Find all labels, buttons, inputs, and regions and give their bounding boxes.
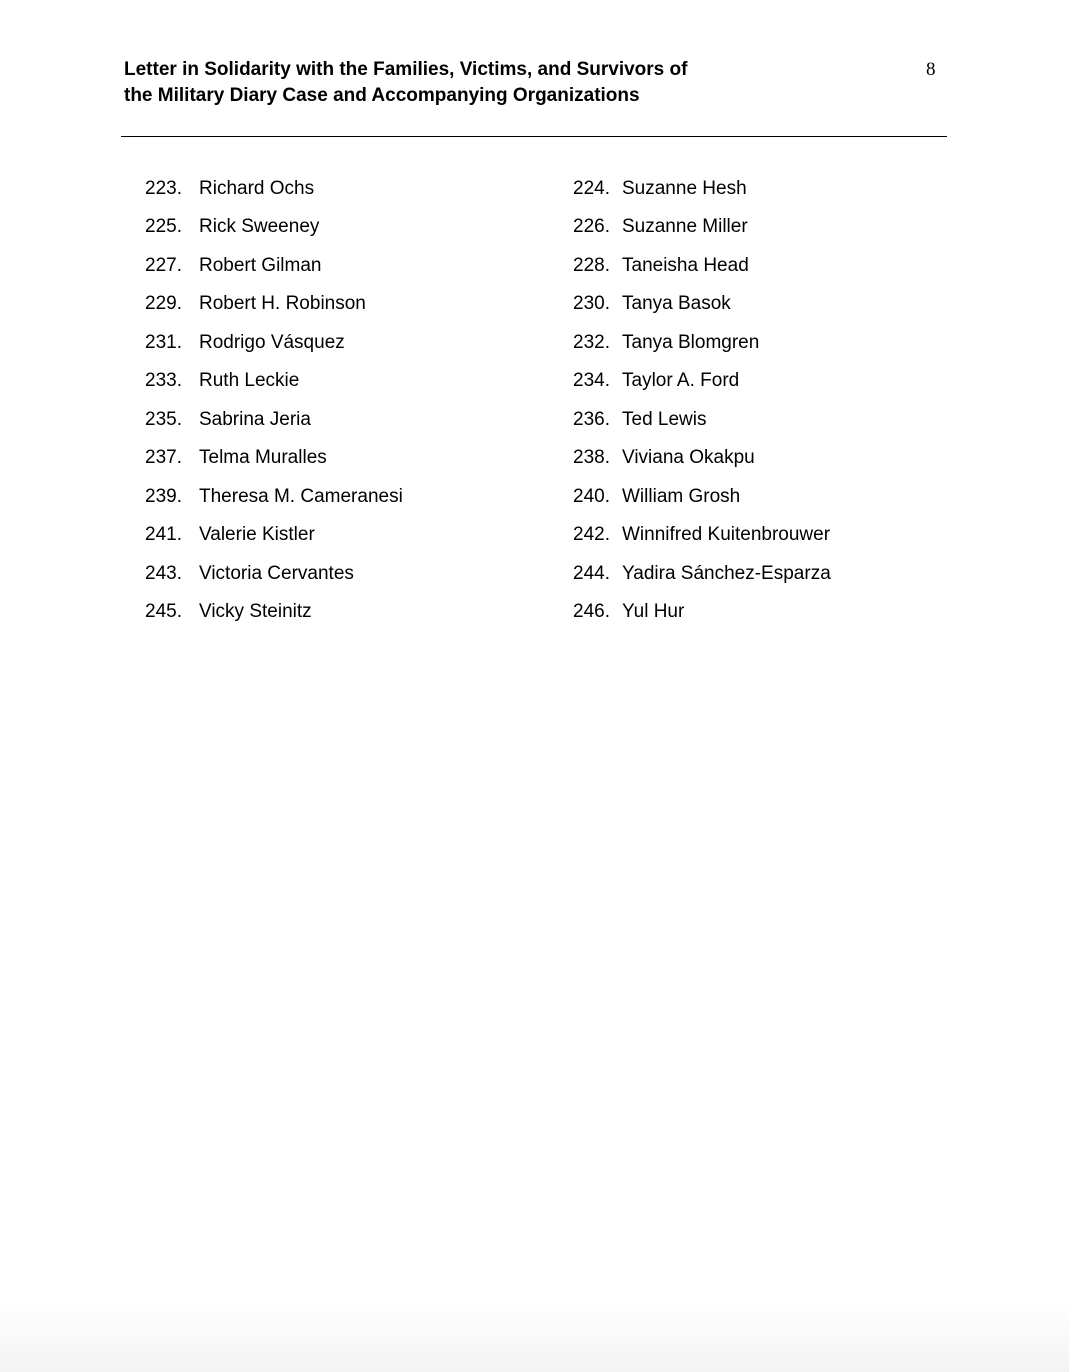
- signatory-number: 235.: [145, 408, 182, 430]
- signatory-name: Winnifred Kuitenbrouwer: [622, 524, 831, 546]
- signatory-item: [573, 404, 707, 436]
- signatory-number: 224.: [573, 178, 610, 199]
- signatory-name: Valerie Kistler: [199, 524, 315, 546]
- signatory-item: [145, 558, 354, 590]
- signatory-name: Robert Gilman: [199, 254, 322, 276]
- signatory-number: 226.: [573, 216, 610, 238]
- signatory-item: [145, 442, 327, 474]
- signatory-item: [145, 365, 299, 397]
- signatory-name: William Grosh: [622, 485, 741, 507]
- document-header-title: [124, 57, 764, 109]
- signatory-name: Yul Hur: [622, 600, 685, 622]
- signatory-name: Suzanne Miller: [622, 216, 748, 238]
- signatory-name: Tanya Blomgren: [622, 331, 760, 353]
- signatory-name: Ruth Leckie: [199, 370, 300, 392]
- signatory-number: 240.: [573, 485, 610, 507]
- signatory-number: 236.: [573, 408, 610, 430]
- header-title-line-1: Letter in Solidarity with the Families, Victims, and Survivors of: [124, 59, 688, 80]
- signatory-number: 229.: [145, 293, 182, 315]
- signatory-item: [145, 327, 345, 359]
- signatory-number: 234.: [573, 370, 610, 392]
- signatory-number: 227.: [145, 254, 182, 276]
- signatory-item: [145, 596, 312, 628]
- signatory-item: [573, 481, 740, 513]
- signatory-item: [145, 519, 315, 551]
- signatory-name: Vicky Steinitz: [199, 600, 312, 622]
- signatory-item: [573, 327, 759, 359]
- signatory-item: [573, 288, 731, 320]
- signatory-item: [573, 211, 748, 243]
- signatory-item: [145, 404, 311, 436]
- signatory-item: [573, 173, 747, 205]
- signatory-item: [573, 365, 739, 397]
- signatory-item: [573, 596, 684, 628]
- signatory-item: [145, 288, 366, 320]
- signatory-number: 243.: [145, 562, 182, 584]
- signatory-name: Theresa M. Cameranesi: [199, 485, 403, 507]
- signatory-name: Yadira Sánchez-Esparza: [622, 562, 831, 584]
- signatory-name: Suzanne Hesh: [622, 178, 747, 199]
- signatory-number: 239.: [145, 485, 182, 507]
- signatory-number: 244.: [573, 562, 610, 584]
- signatory-name: Sabrina Jeria: [199, 408, 311, 430]
- signatory-number: 230.: [573, 293, 610, 315]
- signatory-name: Ted Lewis: [622, 408, 707, 430]
- signatory-name: Taneisha Head: [622, 254, 749, 276]
- signatory-item: [145, 250, 322, 282]
- signatory-number: 246.: [573, 600, 610, 622]
- signatory-item: [145, 211, 319, 243]
- header-divider: [121, 136, 947, 137]
- signatory-item: [573, 519, 830, 551]
- signatory-number: 228.: [573, 254, 610, 276]
- signatory-number: 233.: [145, 370, 182, 392]
- signatory-number: 237.: [145, 447, 182, 469]
- signatory-name: Tanya Basok: [622, 293, 731, 315]
- signatory-name: Telma Muralles: [199, 447, 327, 469]
- signatory-number: 241.: [145, 524, 182, 546]
- signatory-number: 238.: [573, 447, 610, 469]
- signatory-name: Viviana Okakpu: [622, 447, 755, 469]
- signatory-number: 242.: [573, 524, 610, 546]
- signatory-name: Rick Sweeney: [199, 216, 320, 238]
- signatory-name: Victoria Cervantes: [199, 562, 354, 584]
- signatory-number: 245.: [145, 600, 182, 622]
- signatory-item: [573, 250, 749, 282]
- signatory-name: Taylor A. Ford: [622, 370, 740, 392]
- page-number: 8: [926, 59, 936, 80]
- signatory-item: [145, 173, 314, 205]
- signatory-name: Richard Ochs: [199, 178, 315, 199]
- signatory-number: 232.: [573, 331, 610, 353]
- signatory-name: Robert H. Robinson: [199, 293, 366, 315]
- header-title-line-2: the Military Diary Case and Accompanying Organizations: [124, 85, 640, 106]
- signatory-number: 225.: [145, 216, 182, 238]
- signatory-item: [573, 442, 755, 474]
- signatory-number: 223.: [145, 178, 182, 199]
- signatory-name: Rodrigo Vásquez: [199, 331, 345, 353]
- signatory-item: [573, 558, 831, 590]
- signatory-item: [145, 481, 403, 513]
- signatory-number: 231.: [145, 331, 182, 353]
